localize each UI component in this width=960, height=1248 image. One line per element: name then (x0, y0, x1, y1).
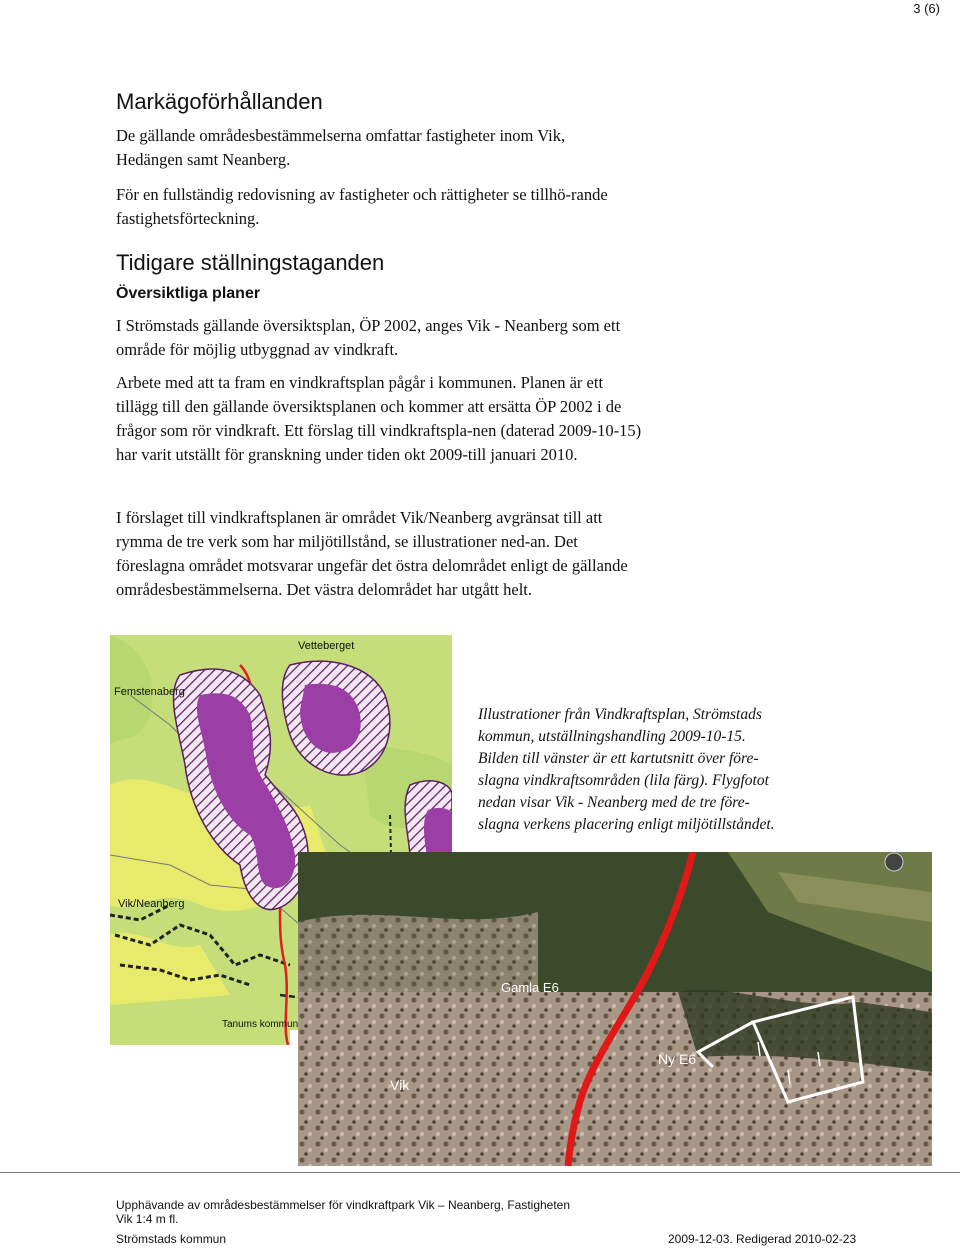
aerial-label-gamla-e6: Gamla E6 (501, 980, 559, 995)
footer-dates: 2009-12-03. Redigerad 2010-02-23 (668, 1232, 857, 1246)
footer-property: Vik 1:4 m fl. (116, 1212, 179, 1226)
page-number: 3 (6) (913, 1, 940, 16)
map-label-tanums-kommun: Tanums kommun (222, 1019, 299, 1030)
subheading-oversiktliga-planer: Översiktliga planer (116, 285, 261, 302)
figure-caption: Illustrationer från Vindkraftsplan, Strömstads kommun, utställningshandling 2009-10-15. Bilden till vänster är ett kartutsnitt över före-slagna vindkraftsområden (lila färg). Flygfotot nedan visar Vik - Neanberg med de tre före-slagna verkens placering enligt miljötillståndet. (478, 706, 775, 833)
paragraph: Arbete med att ta fram en vindkraftsplan pågår i kommunen. Planen är ett tillägg till den gällande översiktsplanen och kommer att ersätta ÖP 2002 i de frågor som rör vindkraft. Ett förslag till vindkraftspla-nen (daterad 2009-10-15) har varit utställt för granskning under tiden okt 2009-till januari 2010. (116, 373, 642, 464)
paragraph: I förslaget till vindkraftsplanen är området Vik/Neanberg avgränsat till att rymma de tre verk som har miljötillstånd, se illustrationer ned-an. Det föreslagna området motsvarar ungefär det östra delområdet enligt de gällande områdesbestämmelserna. Det västra delområdet har utgått helt. (116, 508, 628, 599)
paragraph: I Strömstads gällande översiktsplan, ÖP 2002, anges Vik - Neanberg som ett område för möjlig utbyggnad av vindkraft. (116, 316, 621, 359)
map-label-femstenaberg: Femstenaberg (114, 686, 185, 698)
paragraph: För en fullständig redovisning av fastigheter och rättigheter se tillhö-rande fastighetsförteckning. (116, 185, 608, 228)
aerial-label-ny-e6: Ny E6 (658, 1051, 697, 1067)
footer-organization: Strömstads kommun (116, 1232, 227, 1246)
compass-icon (885, 853, 903, 871)
footer-divider (0, 1172, 960, 1173)
aerial-photo (298, 852, 932, 1166)
aerial-label-vik: Vik (390, 1077, 410, 1093)
map-label-vik-neanberg: Vik/Neanberg (118, 898, 185, 910)
paragraph: De gällande områdesbestämmelserna omfattar fastigheter inom Vik, Hedängen samt Neanberg. (116, 126, 566, 169)
heading-markagoforhallanden: Markägoförhållanden (116, 89, 323, 114)
map-label-vetteberget: Vetteberget (298, 640, 355, 652)
heading-tidigare-stallningstaganden: Tidigare ställningstaganden (116, 250, 385, 275)
footer-title: Upphävande av områdesbestämmelser för vindkraftpark Vik – Neanberg, Fastigheten (116, 1198, 571, 1212)
